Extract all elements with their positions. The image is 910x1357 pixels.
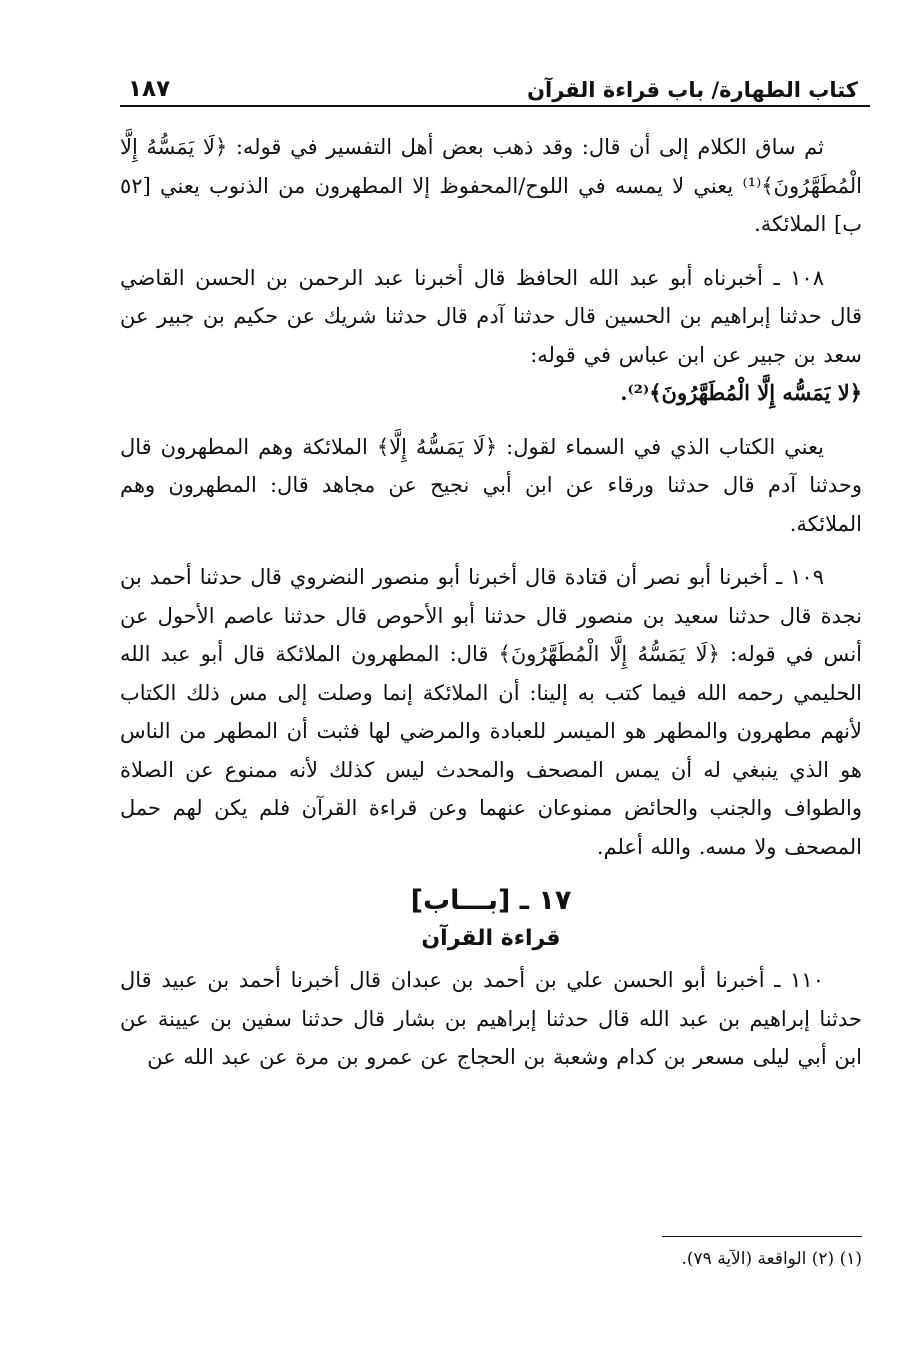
page-number: ١٨٧ bbox=[128, 76, 171, 102]
paragraph-109: ١٠٩ ـ أخبرنا أبو نصر أن قتادة قال أخبرنا أبو منصور النضروي قال حدثنا أحمد بن نجدة قال حدثنا سعيد بن منصور قال حدثنا أبو الأحوص قال حدثنا عاصم الأحول عن أنس في قوله: ﴿لَا يَمَسُّهُ إِلَّا الْمُطَهَّرُونَ﴾ قال: المطهرون الملائكة قال أبو عبد الله الحليمي رحمه الله فيما كتب به إلينا: أن الملائكة إنما وصلت إلى مس ذلك الكتاب لأنهم مطهرون والمطهر هو الميسر للعبادة والمرضي لها فثبت أن المطهر من الناس هو الذي ينبغي له أن يمس المصحف والمحدث ليس كذلك لأنه ممنوع عن الصلاة والطواف والجنب والحائض ممنوعان عنهما وعن قراءة القرآن فلم يكن لهم حمل المصحف ولا مسه. والله أعلم. bbox=[120, 565, 862, 859]
footnote-divider bbox=[662, 1236, 862, 1237]
header-divider bbox=[120, 105, 870, 107]
paragraph-3: يعني الكتاب الذي في السماء لقول: ﴿لَا يَمَسُّهُ إِلَّا﴾ الملائكة وهم المطهرون قال وحدثنا آدم قال حدثنا ورقاء عن ابن أبي نجيح عن مجاهد قال: المطهرون وهم الملائكة. bbox=[120, 434, 862, 536]
verse-quote: ﴿لا يَمَسُّه إِلَّا الْمُطَهَّرُونَ﴾⁽²⁾. bbox=[620, 380, 862, 405]
section-number-heading: ١٧ ـ [بـــاب] bbox=[410, 885, 572, 916]
paragraph-1: ثم ساق الكلام إلى أن قال: وقد ذهب بعض أهل التفسير في قوله: ﴿لَا يَمَسُّهُ إِلَّا الْمُطَهَّرُونَ﴾⁽¹⁾ يعني لا يمسه في اللوح/المحفوظ إلا المطهرون من الذنوب يعني [٥٢ ب] الملائكة. bbox=[120, 135, 862, 236]
header-title: كتاب الطهارة/ باب قراءة القرآن bbox=[527, 78, 858, 102]
section-title: قراءة القرآن bbox=[421, 926, 561, 951]
running-header bbox=[120, 58, 858, 102]
footnote: (١) (٢) الواقعة (الآية ٧٩). bbox=[681, 1249, 862, 1269]
paragraph-110: ١١٠ ـ أخبرنا أبو الحسن علي بن أحمد بن عبدان قال أخبرنا أحمد بن عبيد قال حدثنا إبراهيم بن عبد الله قال حدثنا إبراهيم بن بشار قال حدثنا سفين بن عيينة عن ابن أبي ليلى مسعر بن كدام وشعبة بن الحجاج عن عمرو بن مرة عن عبد الله عن bbox=[120, 968, 862, 1069]
paragraph-108: ١٠٨ ـ أخبرناه أبو عبد الله الحافظ قال أخبرنا عبد الرحمن بن الحسن القاضي قال حدثنا إبراهيم بن الحسين قال حدثنا آدم قال حدثنا شريك عن حكيم بن جبير عن سعد بن جبير عن ابن عباس في قوله: bbox=[120, 265, 862, 367]
main-text bbox=[120, 128, 862, 1092]
